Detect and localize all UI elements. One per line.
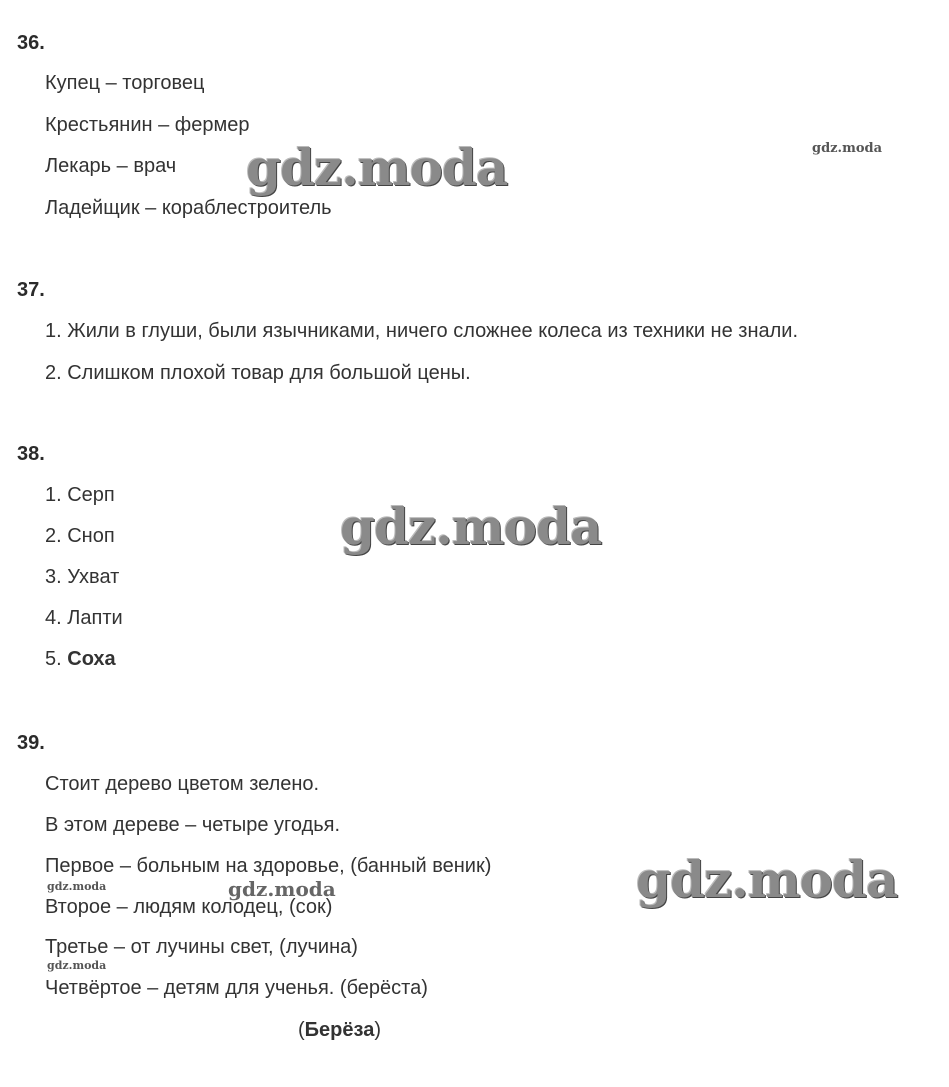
list-item-prefix: 5. xyxy=(45,648,68,670)
poem-line: Первое – больным на здоровье, (банный веник) xyxy=(45,855,492,877)
text-line: Лекарь – врач xyxy=(45,155,177,177)
watermark-logo: gdz.moda xyxy=(636,850,898,909)
text-line: 1. Жили в глуши, были язычниками, ничего сложнее колеса из техники не знали. xyxy=(45,320,799,342)
poem-line: Стоит дерево цветом зелено. xyxy=(45,773,320,795)
list-item: 4. Лапти xyxy=(45,607,123,629)
poem-line: Второе – людям колодец, (сок) xyxy=(45,896,333,918)
section-number-38: 38. xyxy=(17,443,45,465)
watermark-logo: gdz.moda xyxy=(812,141,883,156)
watermark-logo: gdz.moda xyxy=(228,877,336,901)
watermark-logo: gdz.moda xyxy=(246,138,508,197)
riddle-answer-bold: Берёза xyxy=(304,1019,375,1041)
watermark-logo: gdz.moda xyxy=(47,880,107,893)
section-number-37: 37. xyxy=(17,279,45,301)
watermark-logo: gdz.moda xyxy=(47,959,107,972)
text-line: 2. Слишком плохой товар для большой цены. xyxy=(45,362,471,384)
watermark-logo: gdz.moda xyxy=(340,497,602,556)
section-number-36: 36. xyxy=(17,32,45,54)
poem-line: Четвёртое – детям для ученья. (берёста) xyxy=(45,977,428,999)
text-line: Ладейщик – кораблестроитель xyxy=(45,197,332,219)
text-line: Купец – торговец xyxy=(45,72,205,94)
poem-line: Третье – от лучины свет, (лучина) xyxy=(45,936,358,958)
riddle-answer: (Берёза) xyxy=(298,1019,381,1041)
poem-line: В этом дереве – четыре угодья. xyxy=(45,814,341,836)
list-item: 1. Серп xyxy=(45,484,115,506)
text-line: Крестьянин – фермер xyxy=(45,114,250,136)
list-item: 3. Ухват xyxy=(45,566,120,588)
list-item: 2. Сноп xyxy=(45,525,115,547)
list-item-bold: Соха xyxy=(67,648,116,670)
section-number-39: 39. xyxy=(17,732,45,754)
list-item xyxy=(45,648,116,671)
